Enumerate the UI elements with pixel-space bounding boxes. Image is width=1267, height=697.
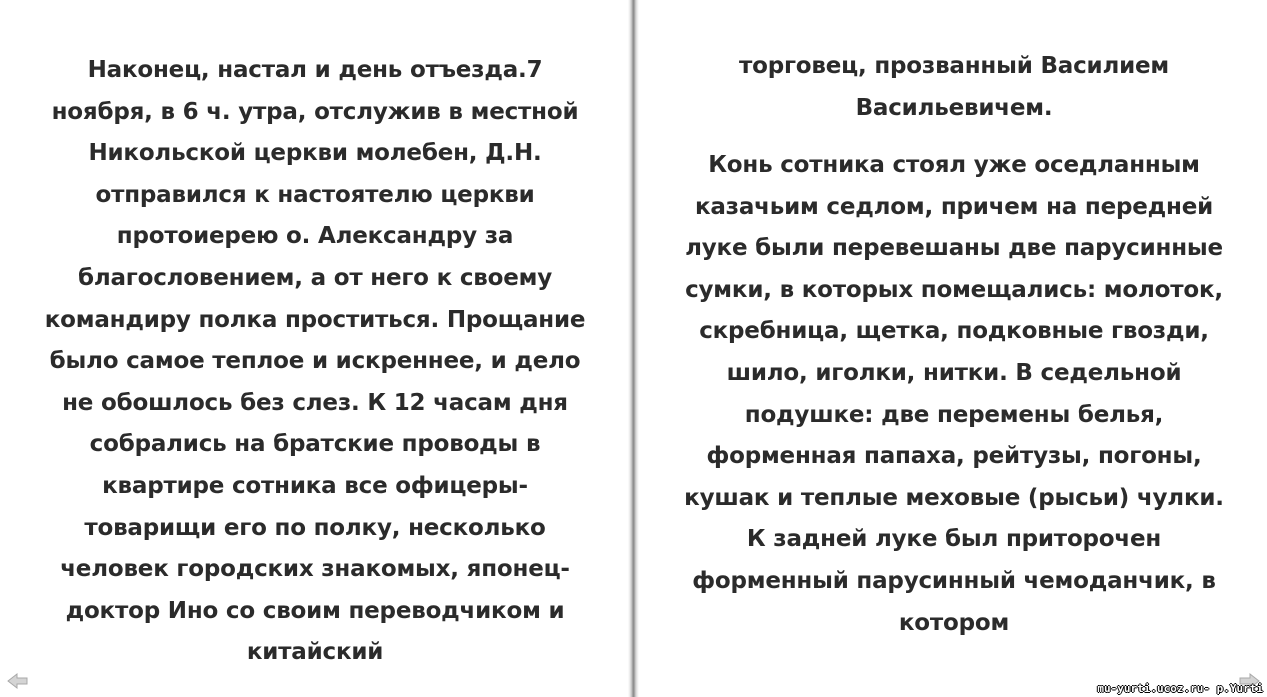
- left-page: [0, 0, 628, 697]
- right-page-paragraph-2: Конь сотника стоял уже оседланным казачьим седлом, причем на передней луке были перевешаны две парусинные сумки, в которых помещались: молоток, скребница, щетка, подковные гвозди, шило, иголки, нитки. В седельной подушке: две перемены белья, форменная папаха, рейтузы, погоны, кушак и теплые меховые (рысьи) чулки. К задней луке был приторочен форменный парусинный чемоданчик, в котором: [684, 152, 1224, 636]
- right-page-paragraph-1: торговец, прозванный Василием Васильевичем.: [738, 53, 1170, 121]
- left-page-text: Наконец, настал и день отъезда.7 ноября, в 6 ч. утра, отслужив в местной Никольской церкви молебен, Д.Н. отправился к настоятелю церкви протоиерею о. Александру за благословением, а от него к своему командиру полка проститься. Прощание было самое теплое и искреннее, и дело не обошлось без слез. К 12 часам дня собрались на братские проводы в квартире сотника все офицеры-товарищи его по полку, несколько человек городских знакомых, японец-доктор Ино со своим переводчиком и китайский: [44, 57, 586, 666]
- prev-page-button[interactable]: [6, 671, 30, 691]
- arrow-left-icon: [6, 671, 30, 691]
- page-gutter: [628, 0, 639, 697]
- right-page: [639, 0, 1267, 697]
- site-watermark: mu-yurti.ucoz.ru- p.Yurti: [1097, 682, 1263, 695]
